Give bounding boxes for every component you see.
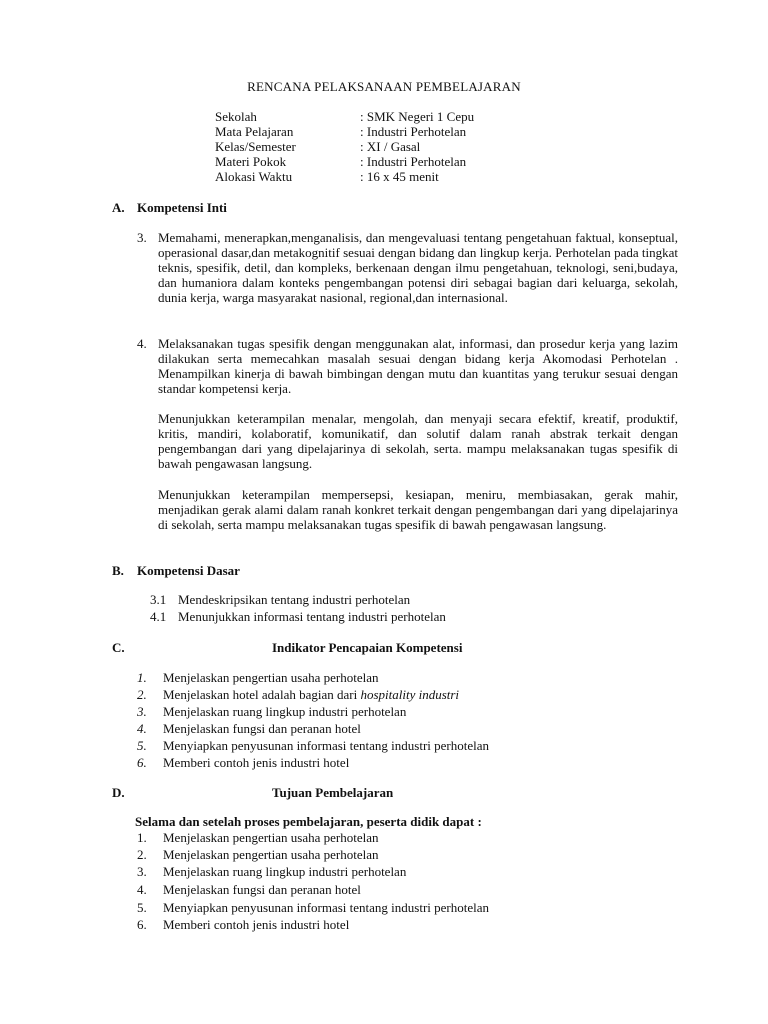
list-number: 4. (137, 882, 147, 897)
list-number: 6. (137, 755, 147, 770)
objective-text: Menjelaskan pengertian usaha perhotelan (163, 847, 379, 862)
indicator-text: Menjelaskan ruang lingkup industri perhotelan (163, 704, 407, 719)
objective-item (137, 881, 697, 898)
section-title: Kompetensi Inti (137, 200, 227, 215)
info-value: : SMK Negeri 1 Cepu (360, 109, 475, 124)
list-number: 1. (137, 830, 147, 845)
info-value: : 16 x 45 menit (360, 169, 439, 184)
list-number: 1. (137, 670, 147, 685)
info-row-kelas-semester (215, 139, 635, 154)
list-number: 2. (137, 687, 147, 702)
list-number: 3. (137, 230, 147, 245)
info-row-mata-pelajaran (215, 124, 635, 139)
info-value: : Industri Perhotelan (360, 124, 467, 139)
list-number: 3. (137, 704, 147, 719)
list-number: 5. (137, 738, 147, 753)
list-number: 3.1 (150, 592, 167, 607)
objective-item (137, 863, 697, 880)
section-d-heading (0, 785, 768, 800)
list-number: 6. (137, 917, 147, 932)
indicator-item (137, 703, 697, 720)
kd-text: Menunjukkan informasi tentang industri perhotelan (178, 609, 446, 624)
list-number: 4. (137, 336, 147, 351)
info-label: Mata Pelajaran (215, 124, 294, 139)
section-b-heading (0, 563, 768, 578)
section-title: Kompetensi Dasar (137, 563, 240, 578)
indicator-text: Memberi contoh jenis industri hotel (163, 755, 350, 770)
info-label: Materi Pokok (215, 154, 287, 169)
info-value: : Industri Perhotelan (360, 154, 467, 169)
section-title: Indikator Pencapaian Kompetensi (272, 640, 463, 655)
section-letter: B. (112, 563, 124, 578)
indicator-item (137, 669, 697, 686)
objective-text: Menyiapkan penyusunan informasi tentang industri perhotelan (163, 900, 490, 915)
info-value: : XI / Gasal (360, 139, 421, 154)
ki-paragraph-2: Menunjukkan keterampilan menalar, mengolah, dan menyaji secara efektif, kreatif, produktif, kritis, mandiri, kolaboratif, komunikatif, dan solutif dalam ranah abstrak terkait dengan pengembangan dari yang dipelajarinya di sekolah, serta. mampu melaksanakan tugas spesifik di bawah pengawasan langsung. (158, 411, 678, 471)
kd-text: Mendeskripsikan tentang industri perhotelan (178, 592, 411, 607)
list-number: 5. (137, 900, 147, 915)
kd-item (150, 591, 410, 608)
indicator-item (137, 720, 697, 737)
objective-item (137, 829, 697, 846)
indicator-text-plain: Menjelaskan hotel adalah bagian dari (163, 687, 358, 702)
list-number: 3. (137, 864, 147, 879)
info-label: Kelas/Semester (215, 139, 296, 154)
list-number: 2. (137, 847, 147, 862)
info-label: Alokasi Waktu (215, 169, 293, 184)
indicator-text-italic: hospitality industri (360, 687, 460, 702)
ki-item-4: Melaksanakan tugas spesifik dengan menggunakan alat, informasi, dan prosedur kerja yang lazim dilakukan serta memecahkan masalah sesuai dengan bidang kerja Akomodasi Perhotelan . Menampilkan kinerja di bawah bimbingan dengan mutu dan kuantitas yang terukur sesuai dengan standar kompetensi kerja. (158, 336, 678, 396)
kd-item (150, 608, 446, 625)
indicator-item (137, 737, 697, 754)
indicator-item (137, 754, 697, 771)
info-row-alokasi-waktu (215, 169, 635, 184)
objective-text: Memberi contoh jenis industri hotel (163, 917, 350, 932)
section-c-heading (0, 640, 768, 655)
list-number: 4.1 (150, 609, 167, 624)
objective-item (137, 846, 697, 863)
ki-item-3: Memahami, menerapkan,menganalisis, dan mengevaluasi tentang pengetahuan faktual, konseptual, operasional dasar,dan metakognitif sesuai dengan bidang dan lingkup kerja. Perhotelan pada tingkat teknis, spesifik, detil, dan kompleks, berkenaan dengan ilmu pengetahuan, teknologi, seni,budaya, dan humaniora dalam konteks pengembangan potensi diri sebagai bagian dari keluarga, sekolah, dunia kerja, warga masyarakat nasional, regional,dan internasional. (158, 230, 678, 305)
objective-text: Menjelaskan fungsi dan peranan hotel (163, 882, 361, 897)
indicator-text (163, 686, 459, 703)
indicator-text: Menyiapkan penyusunan informasi tentang industri perhotelan (163, 738, 490, 753)
info-row-sekolah (215, 109, 635, 124)
page-title: RENCANA PELAKSANAAN PEMBELAJARAN (247, 79, 521, 94)
list-number: 4. (137, 721, 147, 736)
objective-text: Menjelaskan pengertian usaha perhotelan (163, 830, 379, 845)
ki-paragraph-3: Menunjukkan keterampilan mempersepsi, kesiapan, meniru, membiasakan, gerak mahir, menjadikan gerak alami dalam ranah konkret terkait dengan pengembangan dari yang dipelajarinya di sekolah, serta mampu melaksanakan tugas spesifik di bawah pengawasan langsung. (158, 487, 678, 532)
objective-item (137, 899, 697, 916)
section-letter: C. (112, 640, 125, 655)
indicator-item (137, 686, 697, 703)
info-row-materi-pokok (215, 154, 635, 169)
indicator-text: Menjelaskan fungsi dan peranan hotel (163, 721, 361, 736)
objective-item (137, 916, 697, 933)
section-letter: A. (112, 200, 125, 215)
section-a-heading (0, 200, 768, 215)
tujuan-intro: Selama dan setelah proses pembelajaran, peserta didik dapat : (135, 814, 482, 829)
info-label: Sekolah (215, 109, 257, 124)
objective-text: Menjelaskan ruang lingkup industri perhotelan (163, 864, 407, 879)
indicator-text: Menjelaskan pengertian usaha perhotelan (163, 670, 379, 685)
section-letter: D. (112, 785, 125, 800)
section-title: Tujuan Pembelajaran (272, 785, 394, 800)
